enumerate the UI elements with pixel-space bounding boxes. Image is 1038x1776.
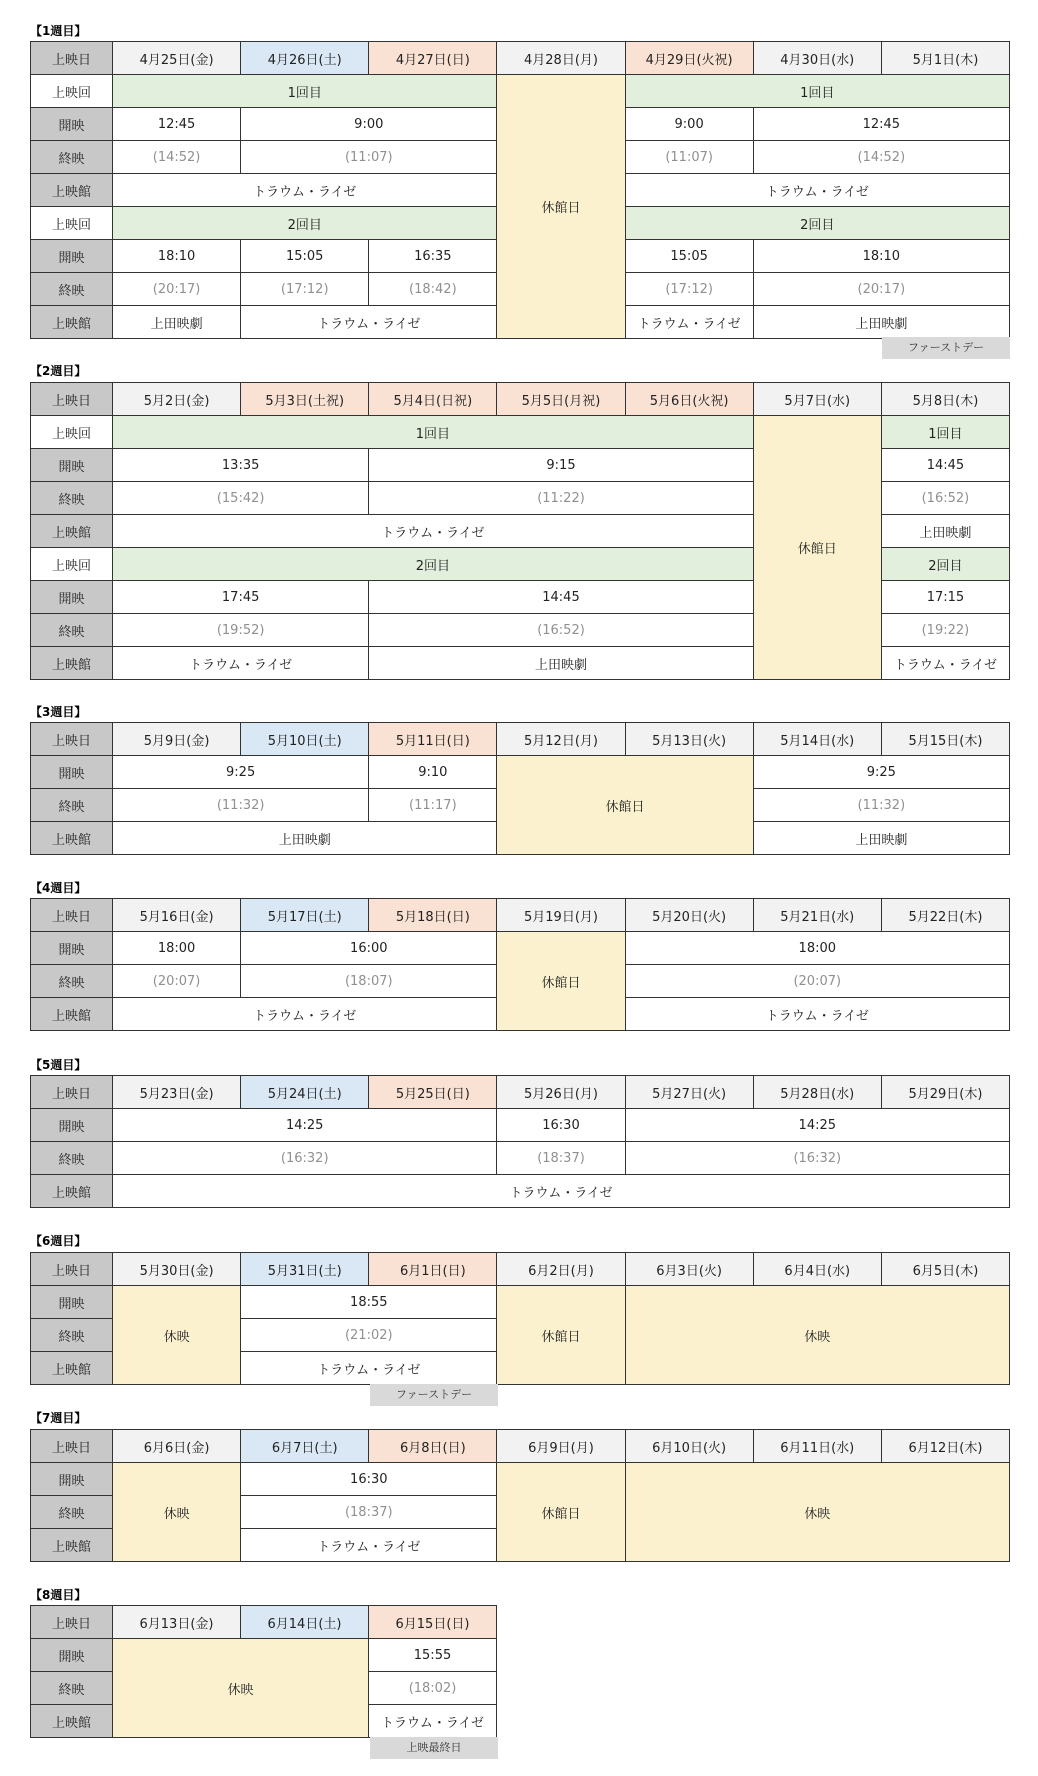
date-row (31, 1076, 1010, 1109)
venue-cell: トラウム・ライゼ (241, 1352, 497, 1385)
venue-cell: トラウム・ライゼ (241, 306, 497, 339)
date-cell: 4月29日(火祝) (625, 42, 753, 75)
closed-day-cell: 休館日 (497, 1463, 625, 1562)
week-4-title: 【4週目】 (30, 881, 87, 895)
start-time-cell: 18:10 (753, 240, 1009, 273)
date-cell: 5月11日(日) (369, 723, 497, 756)
week-6-schedule-table (30, 1252, 1010, 1385)
row-label-date: 上映日 (31, 1430, 113, 1463)
date-cell: 5月12日(月) (497, 723, 625, 756)
venue-cell: トラウム・ライゼ (241, 1529, 497, 1562)
end-time-cell: (14:52) (753, 141, 1009, 174)
row-label-start: 開映 (31, 449, 113, 482)
date-cell: 5月18日(日) (369, 899, 497, 932)
start-time-cell: 14:45 (881, 449, 1009, 482)
venue-cell: 上田映劇 (369, 647, 753, 680)
row-label-end: 終映 (31, 614, 113, 647)
start-time-cell: 9:10 (369, 756, 497, 789)
row-label-venue: 上映館 (31, 174, 113, 207)
date-cell: 5月14日(水) (753, 723, 881, 756)
row-label-venue: 上映館 (31, 998, 113, 1031)
week-3-title: 【3週目】 (30, 705, 87, 719)
start-time-cell: 16:30 (497, 1109, 625, 1142)
venue-cell: トラウム・ライゼ (113, 1175, 1010, 1208)
closed-day-cell: 休館日 (497, 1286, 625, 1385)
row-label-venue: 上映館 (31, 1352, 113, 1385)
week-2-schedule-table (30, 382, 1010, 680)
row-label-round: 上映回 (31, 416, 113, 449)
end-time-cell: (16:32) (113, 1142, 497, 1175)
round-cell: 2回目 (881, 548, 1009, 581)
date-row (31, 723, 1010, 756)
week-3-schedule-table (30, 722, 1010, 855)
date-cell: 5月20日(火) (625, 899, 753, 932)
start-time-cell: 9:00 (241, 108, 497, 141)
start-time-cell: 15:05 (625, 240, 753, 273)
date-cell: 6月14日(土) (241, 1606, 369, 1639)
date-cell: 5月15日(木) (881, 723, 1009, 756)
row-label-start: 開映 (31, 581, 113, 614)
row-label-start: 開映 (31, 756, 113, 789)
no-screening-cell: 休映 (113, 1463, 241, 1562)
closed-day-cell: 休館日 (753, 416, 881, 680)
row-label-start: 開映 (31, 1109, 113, 1142)
row-label-venue: 上映館 (31, 1529, 113, 1562)
row-label-end: 終映 (31, 273, 113, 306)
start-time-cell: 18:10 (113, 240, 241, 273)
date-cell: 5月10日(土) (241, 723, 369, 756)
week-1-schedule-table (30, 41, 1010, 339)
date-cell: 5月7日(水) (753, 383, 881, 416)
date-cell: 6月9日(月) (497, 1430, 625, 1463)
end-time-cell: (21:02) (241, 1319, 497, 1352)
date-cell: 4月26日(土) (241, 42, 369, 75)
venue-cell: 上田映劇 (753, 306, 1009, 339)
start-time-cell: 16:00 (241, 932, 497, 965)
end-time-cell: (11:32) (113, 789, 369, 822)
date-cell: 6月5日(木) (881, 1253, 1009, 1286)
row-label-start: 開映 (31, 1286, 113, 1319)
row-label-end: 終映 (31, 1142, 113, 1175)
week-4-schedule-table (30, 898, 1010, 1031)
row-label-venue: 上映館 (31, 1175, 113, 1208)
date-cell: 5月27日(火) (625, 1076, 753, 1109)
date-cell: 6月3日(火) (625, 1253, 753, 1286)
venue-cell: トラウム・ライゼ (625, 998, 1009, 1031)
end-time-cell: (11:07) (625, 141, 753, 174)
first-day-tag: ファーストデー (882, 337, 1010, 359)
end-time-cell: (20:17) (113, 273, 241, 306)
end-time-cell: (19:52) (113, 614, 369, 647)
start-time-cell: 16:30 (241, 1463, 497, 1496)
date-cell: 5月30日(金) (113, 1253, 241, 1286)
start-time-cell: 9:25 (113, 756, 369, 789)
start-time-cell: 15:55 (369, 1639, 497, 1672)
date-cell: 5月28日(水) (753, 1076, 881, 1109)
no-screening-cell: 休映 (625, 1286, 1009, 1385)
date-cell: 5月3日(土祝) (241, 383, 369, 416)
venue-cell: トラウム・ライゼ (113, 515, 754, 548)
venue-cell: 上田映劇 (881, 515, 1009, 548)
row-label-end: 終映 (31, 1496, 113, 1529)
end-time-cell: (20:17) (753, 273, 1009, 306)
row-label-venue: 上映館 (31, 306, 113, 339)
row-label-end: 終映 (31, 1672, 113, 1705)
row-label-date: 上映日 (31, 383, 113, 416)
start-time-cell: 17:45 (113, 581, 369, 614)
week-5-schedule-table (30, 1075, 1010, 1208)
row-label-venue: 上映館 (31, 822, 113, 855)
date-cell: 5月29日(木) (881, 1076, 1009, 1109)
date-cell: 4月25日(金) (113, 42, 241, 75)
no-screening-cell: 休映 (625, 1463, 1009, 1562)
end-time-cell: (18:07) (241, 965, 497, 998)
date-cell: 5月22日(木) (881, 899, 1009, 932)
end-time-cell: (11:17) (369, 789, 497, 822)
start-time-cell: 9:00 (625, 108, 753, 141)
end-time-cell: (15:42) (113, 482, 369, 515)
start-time-cell: 14:25 (625, 1109, 1009, 1142)
date-cell: 6月8日(日) (369, 1430, 497, 1463)
date-cell: 5月2日(金) (113, 383, 241, 416)
venue-cell: トラウム・ライゼ (113, 174, 497, 207)
venue-cell: トラウム・ライゼ (625, 174, 1009, 207)
start-time-cell: 14:25 (113, 1109, 497, 1142)
row-label-date: 上映日 (31, 899, 113, 932)
row-label-end: 終映 (31, 789, 113, 822)
start-time-cell: 13:35 (113, 449, 369, 482)
date-cell: 4月27日(日) (369, 42, 497, 75)
no-screening-cell: 休映 (113, 1639, 369, 1738)
final-day-tag: 上映最終日 (370, 1737, 498, 1759)
row-label-start: 開映 (31, 108, 113, 141)
end-time-cell: (17:12) (625, 273, 753, 306)
end-time-cell: (11:22) (369, 482, 753, 515)
date-row (31, 1253, 1010, 1286)
end-time-cell: (18:42) (369, 273, 497, 306)
start-time-cell: 17:15 (881, 581, 1009, 614)
end-time-cell: (18:37) (497, 1142, 625, 1175)
date-cell: 6月4日(水) (753, 1253, 881, 1286)
week-8-title: 【8週目】 (30, 1588, 87, 1602)
date-cell: 5月19日(月) (497, 899, 625, 932)
venue-cell: 上田映劇 (753, 822, 1009, 855)
round-cell: 1回目 (113, 416, 754, 449)
date-row (31, 42, 1010, 75)
end-time-cell: (11:07) (241, 141, 497, 174)
closed-day-cell: 休館日 (497, 932, 625, 1031)
date-cell: 5月24日(土) (241, 1076, 369, 1109)
first-day-tag: ファーストデー (370, 1384, 498, 1406)
row-label-date: 上映日 (31, 42, 113, 75)
start-time-cell: 16:35 (369, 240, 497, 273)
row-label-date: 上映日 (31, 1606, 113, 1639)
round-cell: 2回目 (625, 207, 1009, 240)
date-cell: 5月23日(金) (113, 1076, 241, 1109)
venue-cell: 上田映劇 (113, 822, 497, 855)
week-7-schedule-table (30, 1429, 1010, 1562)
date-cell: 6月15日(日) (369, 1606, 497, 1639)
date-cell: 5月5日(月祝) (497, 383, 625, 416)
end-time-cell: (20:07) (625, 965, 1009, 998)
row-label-venue: 上映館 (31, 1705, 113, 1738)
week-6-title: 【6週目】 (30, 1234, 87, 1248)
date-cell: 5月26日(月) (497, 1076, 625, 1109)
date-cell: 5月9日(金) (113, 723, 241, 756)
date-cell: 5月6日(火祝) (625, 383, 753, 416)
row-label-start: 開映 (31, 932, 113, 965)
date-cell: 5月8日(木) (881, 383, 1009, 416)
week-7-title: 【7週目】 (30, 1411, 87, 1425)
no-screening-cell: 休映 (113, 1286, 241, 1385)
start-time-cell: 12:45 (113, 108, 241, 141)
venue-cell: トラウム・ライゼ (625, 306, 753, 339)
end-time-cell: (16:52) (881, 482, 1009, 515)
end-time-cell: (17:12) (241, 273, 369, 306)
row-label-end: 終映 (31, 141, 113, 174)
row-label-venue: 上映館 (31, 647, 113, 680)
row-label-date: 上映日 (31, 723, 113, 756)
row-label-start: 開映 (31, 1639, 113, 1672)
end-time-cell: (19:22) (881, 614, 1009, 647)
start-time-cell: 9:15 (369, 449, 753, 482)
start-time-cell: 18:00 (625, 932, 1009, 965)
start-time-cell: 14:45 (369, 581, 753, 614)
date-cell: 5月1日(木) (881, 42, 1009, 75)
row-label-start: 開映 (31, 1463, 113, 1496)
date-cell: 6月11日(水) (753, 1430, 881, 1463)
date-row (31, 383, 1010, 416)
row-label-end: 終映 (31, 1319, 113, 1352)
date-cell: 4月30日(水) (753, 42, 881, 75)
date-cell: 5月25日(日) (369, 1076, 497, 1109)
date-row (31, 1606, 497, 1639)
week-5-title: 【5週目】 (30, 1058, 87, 1072)
venue-cell: トラウム・ライゼ (881, 647, 1009, 680)
end-time-cell: (11:32) (753, 789, 1009, 822)
start-time-cell: 18:00 (113, 932, 241, 965)
week-2-title: 【2週目】 (30, 364, 87, 378)
end-time-cell: (16:32) (625, 1142, 1009, 1175)
row-label-end: 終映 (31, 965, 113, 998)
end-time-cell: (18:37) (241, 1496, 497, 1529)
date-cell: 6月6日(金) (113, 1430, 241, 1463)
date-row (31, 1430, 1010, 1463)
round-cell: 1回目 (113, 75, 497, 108)
venue-cell: トラウム・ライゼ (113, 647, 369, 680)
date-cell: 6月12日(木) (881, 1430, 1009, 1463)
row-label-date: 上映日 (31, 1253, 113, 1286)
venue-cell: トラウム・ライゼ (113, 998, 497, 1031)
date-row (31, 899, 1010, 932)
venue-cell: 上田映劇 (113, 306, 241, 339)
date-cell: 4月28日(月) (497, 42, 625, 75)
start-time-cell: 12:45 (753, 108, 1009, 141)
start-time-cell: 9:25 (753, 756, 1009, 789)
start-time-cell: 15:05 (241, 240, 369, 273)
round-cell: 2回目 (113, 207, 497, 240)
round-cell: 1回目 (625, 75, 1009, 108)
row-label-round: 上映回 (31, 207, 113, 240)
date-cell: 6月1日(日) (369, 1253, 497, 1286)
end-time-cell: (20:07) (113, 965, 241, 998)
closed-day-cell: 休館日 (497, 756, 753, 855)
end-time-cell: (18:02) (369, 1672, 497, 1705)
date-cell: 5月13日(火) (625, 723, 753, 756)
date-cell: 6月2日(月) (497, 1253, 625, 1286)
row-label-round: 上映回 (31, 548, 113, 581)
end-time-cell: (16:52) (369, 614, 753, 647)
row-label-date: 上映日 (31, 1076, 113, 1109)
closed-day-cell: 休館日 (497, 75, 625, 339)
date-cell: 5月4日(日祝) (369, 383, 497, 416)
round-cell: 2回目 (113, 548, 754, 581)
row-label-venue: 上映館 (31, 515, 113, 548)
date-cell: 5月16日(金) (113, 899, 241, 932)
start-time-cell: 18:55 (241, 1286, 497, 1319)
row-label-start: 開映 (31, 240, 113, 273)
venue-cell: トラウム・ライゼ (369, 1705, 497, 1738)
round-cell: 1回目 (881, 416, 1009, 449)
row-label-round: 上映回 (31, 75, 113, 108)
row-label-end: 終映 (31, 482, 113, 515)
date-cell: 5月31日(土) (241, 1253, 369, 1286)
date-cell: 6月13日(金) (113, 1606, 241, 1639)
date-cell: 6月7日(土) (241, 1430, 369, 1463)
date-cell: 5月17日(土) (241, 899, 369, 932)
end-time-cell: (14:52) (113, 141, 241, 174)
week-1-title: 【1週目】 (30, 24, 87, 38)
date-cell: 6月10日(火) (625, 1430, 753, 1463)
week-8-schedule-table (30, 1605, 497, 1738)
date-cell: 5月21日(水) (753, 899, 881, 932)
